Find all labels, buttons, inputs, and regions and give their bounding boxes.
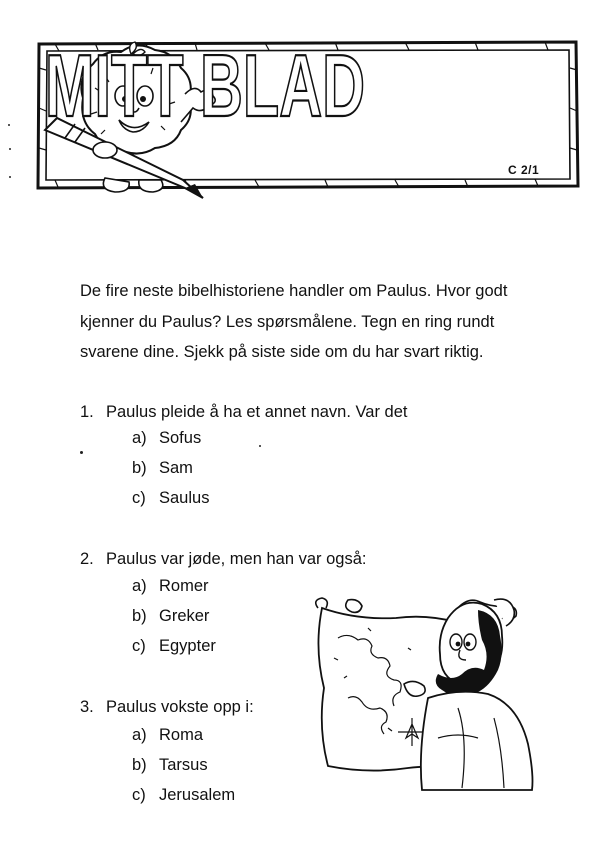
sheet-code: C 2/1	[508, 163, 540, 177]
margin-speck	[8, 124, 10, 126]
question-number: 2.	[80, 550, 94, 568]
question-1	[80, 398, 408, 426]
question-2	[80, 545, 366, 573]
answer-option[interactable]: b) Greker	[132, 607, 210, 625]
paul-with-map-illustration	[308, 588, 548, 793]
question-2-options	[132, 572, 216, 662]
answer-option[interactable]: b) Tarsus	[132, 756, 208, 774]
answer-option[interactable]: a) Romer	[132, 577, 209, 595]
header-banner	[35, 38, 580, 190]
page-title	[35, 36, 375, 135]
question-number: 3.	[80, 698, 94, 716]
question-number: 1.	[80, 403, 94, 421]
answer-option[interactable]: c) Egypter	[132, 637, 216, 655]
question-text: Paulus vokste opp i:	[106, 698, 254, 716]
question-text: Paulus pleide å ha et annet navn. Var det	[106, 403, 408, 421]
answer-option[interactable]: b) Sam	[132, 459, 193, 477]
svg-text:MITT BLAD: MITT BLAD	[45, 36, 365, 135]
page-speck	[80, 451, 83, 454]
page-speck	[259, 445, 261, 447]
answer-option[interactable]: c) Saulus	[132, 489, 210, 507]
question-1-options	[132, 424, 209, 514]
answer-option[interactable]: a) Sofus	[132, 429, 202, 447]
intro-paragraph: De fire neste bibelhistoriene handler om Paulus. Hvor godt kjenner du Paulus? Les spørsmålene. Tegn en ring rundt svarene dine. Sjekk på siste side om du har svart riktig.	[80, 282, 508, 361]
answer-option[interactable]: c) Jerusalem	[132, 786, 236, 804]
margin-speck	[9, 148, 11, 150]
question-3-options	[132, 721, 235, 811]
answer-option[interactable]: a) Roma	[132, 726, 204, 744]
margin-speck	[9, 176, 11, 178]
question-3	[80, 693, 254, 721]
question-text: Paulus var jøde, men han var også:	[106, 550, 367, 568]
